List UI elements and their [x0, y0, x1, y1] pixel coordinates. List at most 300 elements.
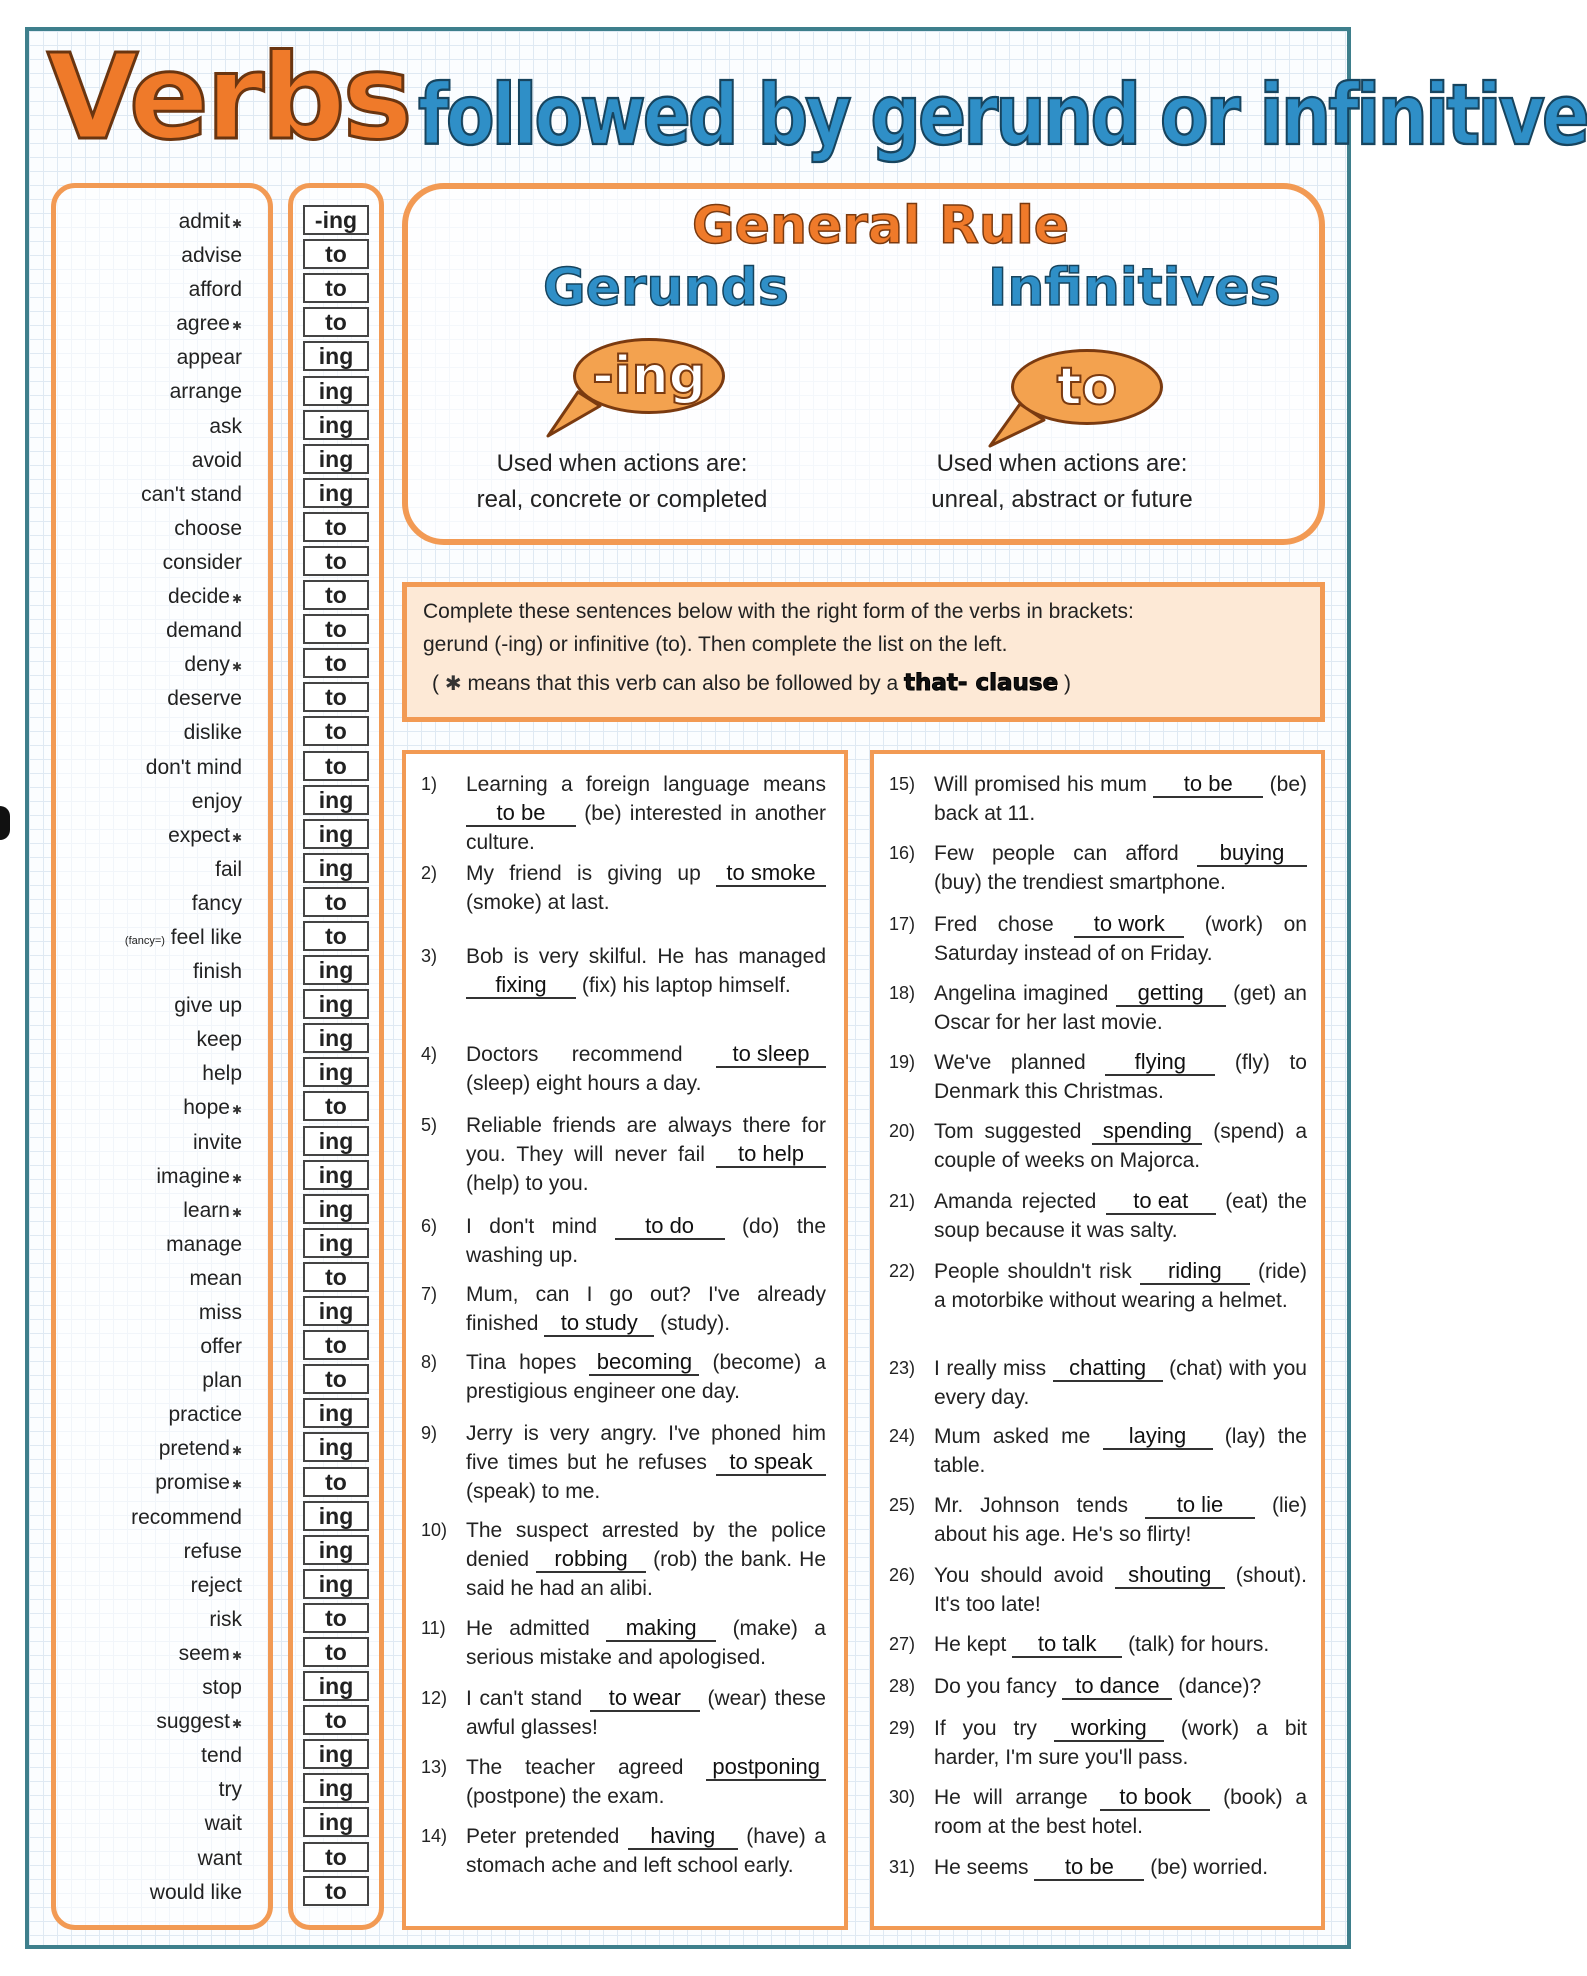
answer-blank[interactable]: to do — [615, 1214, 725, 1240]
exercise-sentence — [934, 1561, 1307, 1619]
answer-blank[interactable]: chatting — [1053, 1356, 1163, 1382]
answer-blank[interactable]: to eat — [1106, 1189, 1216, 1215]
answer-blank[interactable]: flying — [1105, 1050, 1215, 1076]
answer-list-item — [301, 544, 371, 578]
exercise-item — [421, 1212, 826, 1270]
answer-list-item — [301, 1362, 371, 1396]
answer-blank[interactable]: to lie — [1145, 1493, 1255, 1519]
exercise-sentence — [934, 1783, 1307, 1841]
answer-blank[interactable]: to book — [1100, 1785, 1210, 1811]
verb-list-item — [60, 444, 242, 478]
exercise-number: 13) — [421, 1757, 448, 1777]
answer-box[interactable]: ing — [303, 1671, 369, 1701]
answer-box[interactable]: ing — [303, 1501, 369, 1531]
answer-box[interactable]: ing — [303, 1807, 369, 1837]
answer-box[interactable]: to — [303, 239, 369, 269]
exercise-text-before: Tina hopes — [466, 1351, 577, 1374]
answer-box[interactable]: to — [303, 1876, 369, 1906]
exercise-item — [421, 1516, 826, 1603]
exercise-text-after: (lie) about his age. He's so flirty! — [934, 1494, 1307, 1546]
answer-box[interactable]: ing — [303, 1296, 369, 1326]
verb-list-item — [60, 648, 242, 682]
verb-list-item — [60, 716, 242, 750]
answer-box[interactable]: to — [303, 614, 369, 644]
verb-text: expect — [168, 823, 230, 847]
verb-list-item — [60, 785, 242, 819]
gerund-bubble-text: -ing — [592, 346, 706, 406]
answer-blank[interactable]: to sleep — [716, 1042, 826, 1068]
answer-box[interactable]: -ing — [303, 205, 369, 235]
answer-box[interactable]: to — [303, 716, 369, 746]
answer-blank[interactable]: to study — [544, 1311, 654, 1337]
verb-list-item — [60, 1296, 242, 1330]
exercise-item — [421, 1684, 826, 1742]
exercise-sentence — [934, 1672, 1307, 1701]
answer-list-item — [301, 203, 371, 237]
answer-box[interactable]: to — [303, 1330, 369, 1360]
answer-box[interactable]: ing — [303, 1398, 369, 1428]
exercise-sentence — [934, 1187, 1307, 1245]
exercise-text-after: (book) a room at the best hotel. — [934, 1786, 1308, 1838]
answer-list-item — [301, 1055, 371, 1089]
verb-text: keep — [196, 1028, 242, 1052]
instructions-line-1: Complete these sentences below with the right form of the verbs in brackets: — [423, 600, 1134, 623]
exercise-number: 18) — [889, 983, 916, 1003]
answer-box[interactable]: to — [303, 1637, 369, 1667]
answer-box[interactable]: to — [303, 307, 369, 337]
answer-blank[interactable]: to help — [716, 1142, 826, 1168]
answer-list-item — [301, 271, 371, 305]
exercise-text-before: Bob is very skilful. He has managed — [466, 945, 826, 968]
verb-list-item — [60, 1228, 242, 1262]
exercise-text-after: (ride) a motorbike without wearing a helmet. — [934, 1260, 1308, 1312]
answer-box[interactable]: ing — [303, 853, 369, 883]
infinitive-bubble-text: to — [1056, 357, 1118, 417]
exercise-sentence — [934, 1630, 1307, 1659]
star-icon: ✱ — [231, 830, 242, 845]
exercise-sentence — [466, 1614, 826, 1672]
exercise-item — [421, 1753, 826, 1811]
answer-list-item — [301, 1601, 371, 1635]
exercise-item — [889, 839, 1307, 897]
exercise-text-after: (talk) for hours. — [1128, 1633, 1270, 1656]
exercise-item — [889, 1853, 1307, 1882]
exercise-text-before: Mr. Johnson tends — [934, 1494, 1128, 1517]
exercise-text-after: (get) an Oscar for her last movie. — [934, 982, 1307, 1034]
answer-list-item — [301, 373, 371, 407]
exercise-sentence — [466, 942, 826, 1000]
exercise-number: 9) — [421, 1423, 438, 1443]
exercise-text-before: He will arrange — [934, 1786, 1088, 1809]
verb-list-item — [60, 1603, 242, 1637]
answer-box[interactable]: ing — [303, 1432, 369, 1462]
exercise-text-before: Mum, can I go out? I've already finished — [466, 1283, 826, 1335]
exercise-item — [889, 979, 1307, 1037]
exercise-sentence — [466, 1040, 826, 1098]
verb-text: invite — [192, 1130, 242, 1154]
star-icon: ✱ — [231, 1171, 242, 1186]
answer-box[interactable]: ing — [303, 1535, 369, 1565]
answer-list-item — [301, 919, 371, 953]
verb-list-item — [60, 1671, 242, 1705]
exercise-text-before: People shouldn't risk — [934, 1260, 1132, 1283]
exercise-number: 28) — [889, 1676, 916, 1696]
exercise-text-before: My friend is giving up — [466, 862, 701, 885]
exercise-item — [889, 1117, 1307, 1175]
answer-box[interactable]: to — [303, 512, 369, 542]
answer-box[interactable]: ing — [303, 1023, 369, 1053]
answer-blank[interactable]: fixing — [466, 973, 576, 999]
exercise-item — [421, 1348, 826, 1406]
exercise-sentence — [466, 1280, 826, 1338]
answer-box[interactable]: ing — [303, 1569, 369, 1599]
exercise-text-before: If you try — [934, 1717, 1037, 1740]
exercise-text-before: We've planned — [934, 1051, 1086, 1074]
verb-text: recommend — [131, 1505, 242, 1529]
answer-box[interactable]: to — [303, 1842, 369, 1872]
verb-list-item — [60, 1262, 242, 1296]
exercise-sentence — [466, 1516, 826, 1603]
star-icon: ✱ — [444, 673, 462, 695]
exercise-item — [421, 859, 826, 917]
verb-list-item — [60, 512, 242, 546]
answer-box[interactable]: to — [303, 887, 369, 917]
verb-text: mean — [189, 1266, 242, 1290]
title-main: Verbs — [47, 28, 410, 166]
exercise-sentence — [466, 770, 826, 857]
answer-list-item — [301, 339, 371, 373]
exercise-number: 11) — [421, 1618, 446, 1638]
verb-list-item — [60, 955, 242, 989]
exercise-text-after: (work) on Saturday instead of on Friday. — [934, 913, 1307, 965]
verb-text: want — [197, 1846, 242, 1870]
exercise-number: 17) — [889, 914, 916, 934]
exercise-text-before: He admitted — [466, 1617, 590, 1640]
exercise-sentence — [934, 770, 1307, 828]
verb-list-item — [60, 580, 242, 614]
verb-list-item — [60, 546, 242, 580]
exercise-text-before: Amanda rejected — [934, 1190, 1097, 1213]
exercise-text-before: Mum asked me — [934, 1425, 1091, 1448]
answer-list-item — [301, 408, 371, 442]
exercise-text-after: (wear) these awful glasses! — [466, 1687, 826, 1739]
verb-list-item — [60, 1432, 242, 1466]
answer-box[interactable]: to — [303, 1364, 369, 1394]
verb-list-item — [60, 989, 242, 1023]
verb-list-item — [60, 1091, 242, 1125]
answer-box[interactable]: ing — [303, 955, 369, 985]
answer-box[interactable]: ing — [303, 1057, 369, 1087]
answer-blank[interactable]: to smoke — [716, 861, 826, 887]
answer-box[interactable]: to — [303, 1603, 369, 1633]
answer-box[interactable]: ing — [303, 1126, 369, 1156]
answer-list-item — [301, 1499, 371, 1533]
exercise-text-before: I don't mind — [466, 1215, 598, 1238]
answer-box[interactable]: ing — [303, 376, 369, 406]
exercise-sentence — [466, 1348, 826, 1406]
gerund-rule-line-1: Used when actions are: — [496, 450, 748, 477]
star-icon: ✱ — [231, 1717, 242, 1732]
exercise-number: 3) — [421, 946, 438, 966]
exercise-item — [889, 1561, 1307, 1619]
answer-list-item — [301, 1874, 371, 1908]
exercise-number: 1) — [421, 774, 438, 794]
answer-list-item — [301, 1567, 371, 1601]
exercise-text-before: Reliable friends are always there for you. They will never fail — [466, 1114, 826, 1166]
verb-text: feel like — [170, 925, 242, 949]
answer-blank[interactable]: to be — [1034, 1855, 1144, 1881]
gerunds-heading: Gerunds — [543, 258, 789, 318]
exercise-text-after: (help) to you. — [466, 1172, 589, 1195]
exercise-item — [421, 1822, 826, 1880]
answer-blank[interactable]: to wear — [590, 1686, 700, 1712]
answer-box[interactable]: to — [303, 1091, 369, 1121]
exercise-sentence — [466, 859, 826, 917]
answer-blank[interactable]: postponing — [706, 1755, 826, 1781]
exercise-text-after: (dance)? — [1178, 1675, 1262, 1698]
answer-blank[interactable]: to work — [1074, 912, 1184, 938]
exercise-item — [421, 942, 826, 1000]
exercise-number: 12) — [421, 1688, 448, 1708]
verb-list-item — [60, 1773, 242, 1807]
verb-list-item — [60, 1705, 242, 1739]
exercise-sentence — [934, 839, 1307, 897]
star-icon: ✱ — [231, 1103, 242, 1118]
answer-list-item — [301, 476, 371, 510]
answer-list-item — [301, 1226, 371, 1260]
exercise-number: 2) — [421, 863, 438, 883]
instructions-line-2: gerund (-ing) or infinitive (to). Then complete the list on the left. — [423, 633, 1008, 656]
answer-box[interactable]: to — [303, 648, 369, 678]
verb-text: hope — [183, 1096, 230, 1120]
verb-text: consider — [162, 550, 242, 574]
exercise-number: 4) — [421, 1044, 438, 1064]
verb-list-item — [60, 1023, 242, 1057]
star-icon: ✱ — [231, 1444, 242, 1459]
verb-list-item — [60, 205, 242, 239]
infinitives-heading: Infinitives — [988, 258, 1281, 318]
answer-box[interactable]: to — [303, 273, 369, 303]
answer-blank[interactable]: getting — [1116, 981, 1226, 1007]
answer-list-item — [301, 1635, 371, 1669]
exercise-text-before: I can't stand — [466, 1687, 583, 1710]
exercise-text-after: (speak) to me. — [466, 1480, 601, 1503]
answer-list-item — [301, 749, 371, 783]
exercise-number: 5) — [421, 1115, 438, 1135]
verb-text: wait — [204, 1812, 242, 1836]
exercise-text-after: (make) a serious mistake and apologised. — [466, 1617, 826, 1669]
answer-blank[interactable]: making — [606, 1616, 716, 1642]
instructions-line-3 — [432, 670, 1071, 696]
answer-box[interactable]: ing — [303, 478, 369, 508]
answer-box[interactable]: to — [303, 1262, 369, 1292]
answer-list-item — [301, 851, 371, 885]
verb-list-item — [60, 1057, 242, 1091]
answer-blank[interactable]: to talk — [1012, 1632, 1122, 1658]
answer-box[interactable]: to — [303, 921, 369, 951]
infinitive-rule-line-1: Used when actions are: — [936, 450, 1188, 477]
answer-box[interactable]: ing — [303, 819, 369, 849]
exercise-text-before: Learning a foreign language means — [466, 773, 826, 796]
verb-text: pretend — [158, 1437, 230, 1461]
verb-list-item — [60, 1194, 242, 1228]
answer-box[interactable]: to — [303, 751, 369, 781]
answer-list-item — [301, 1737, 371, 1771]
exercise-number: 10) — [421, 1520, 448, 1540]
answer-list-item — [301, 1124, 371, 1158]
answer-box[interactable]: to — [303, 580, 369, 610]
answer-list-item — [301, 510, 371, 544]
answer-list-item — [301, 1192, 371, 1226]
verb-text: demand — [166, 619, 242, 643]
verb-text: ask — [209, 414, 242, 438]
answer-box[interactable]: ing — [303, 1228, 369, 1258]
answer-blank[interactable]: riding — [1140, 1259, 1250, 1285]
exercise-text-before: Do you fancy — [934, 1675, 1057, 1698]
answer-list-item — [301, 1464, 371, 1498]
answer-box[interactable]: ing — [303, 341, 369, 371]
verb-text: practice — [168, 1403, 242, 1427]
exercise-text-before: Angelina imagined — [934, 982, 1109, 1005]
answer-box[interactable]: ing — [303, 989, 369, 1019]
verb-list-item — [60, 1876, 242, 1910]
exercise-item — [889, 1672, 1307, 1701]
answer-blank[interactable]: to dance — [1062, 1674, 1172, 1700]
exercise-number: 26) — [889, 1565, 916, 1585]
exercise-number: 19) — [889, 1052, 916, 1072]
verb-text: reject — [190, 1573, 242, 1597]
star-icon: ✱ — [231, 217, 242, 231]
answer-list — [301, 203, 371, 1908]
exercise-sentence — [466, 1684, 826, 1742]
exercise-item — [889, 1491, 1307, 1549]
verb-text: would like — [149, 1880, 242, 1904]
answer-box[interactable]: to — [303, 1467, 369, 1497]
verb-text: arrange — [169, 380, 242, 404]
exercise-text-before: The teacher agreed — [466, 1756, 684, 1779]
answer-box[interactable]: ing — [303, 785, 369, 815]
verb-text: manage — [166, 1232, 242, 1256]
exercise-text-after: (be) back at 11. — [934, 773, 1307, 825]
answer-blank[interactable]: working — [1054, 1716, 1164, 1742]
answer-list-item — [301, 1805, 371, 1839]
verb-list-item — [60, 819, 242, 853]
exercise-text-before: Tom suggested — [934, 1120, 1082, 1143]
exercise-text-before: Peter pretended — [466, 1825, 620, 1848]
exercise-text-after: (spend) a couple of weeks on Majorca. — [934, 1120, 1308, 1172]
exercise-item — [889, 1783, 1307, 1841]
answer-list-item — [301, 1260, 371, 1294]
exercise-item — [421, 1419, 826, 1506]
verb-list-item — [60, 1842, 242, 1876]
exercise-sentence — [934, 1117, 1307, 1175]
exercise-sentence — [934, 979, 1307, 1037]
answer-list-item — [301, 1430, 371, 1464]
exercise-number: 15) — [889, 774, 916, 794]
verb-text: miss — [198, 1301, 242, 1324]
verb-list-item — [60, 1569, 242, 1603]
verb-list-item — [60, 1637, 242, 1671]
verb-list-item — [60, 1466, 242, 1500]
exercise-text-after: (shout). It's too late! — [934, 1564, 1307, 1616]
verb-list-item — [60, 307, 242, 341]
answer-box[interactable]: to — [303, 682, 369, 712]
answer-blank[interactable]: spending — [1092, 1119, 1202, 1145]
verb-list-item — [60, 853, 242, 887]
verb-text: choose — [174, 516, 242, 540]
answer-box[interactable]: ing — [303, 1160, 369, 1190]
answer-blank[interactable]: having — [628, 1824, 738, 1850]
answer-blank[interactable]: robbing — [536, 1547, 646, 1573]
exercise-text-after: (be) worried. — [1150, 1856, 1269, 1879]
exercise-number: 6) — [421, 1216, 438, 1236]
answer-box[interactable]: ing — [303, 1194, 369, 1224]
answer-blank[interactable]: to be — [466, 801, 576, 827]
star-icon: ✱ — [231, 592, 242, 607]
answer-blank[interactable]: to speak — [716, 1450, 826, 1476]
answer-box[interactable]: to — [303, 1705, 369, 1735]
answer-blank[interactable]: buying — [1197, 841, 1307, 867]
answer-list-item — [301, 680, 371, 714]
exercise-number: 22) — [889, 1261, 916, 1281]
verb-list-item — [60, 1160, 242, 1194]
answer-box[interactable]: to — [303, 546, 369, 576]
verb-list-item — [60, 478, 242, 512]
exercise-number: 27) — [889, 1634, 916, 1654]
exercise-text-before: I really miss — [934, 1357, 1047, 1380]
answer-blank[interactable]: becoming — [589, 1350, 699, 1376]
answer-blank[interactable]: laying — [1103, 1424, 1213, 1450]
answer-list-item — [301, 1703, 371, 1737]
verb-list-item — [60, 751, 242, 785]
exercise-number: 29) — [889, 1718, 916, 1738]
exercise-text-after: (lay) the table. — [934, 1425, 1307, 1477]
exercise-text-after: (rob) the bank. He said he had an alibi. — [466, 1548, 826, 1600]
exercise-text-after: (smoke) at last. — [466, 891, 610, 914]
exercise-text-after: (fix) his laptop himself. — [581, 974, 791, 997]
exercise-number: 25) — [889, 1495, 916, 1515]
answer-list-item — [301, 1294, 371, 1328]
exercise-text-after: (buy) the trendiest smartphone. — [934, 871, 1226, 894]
answer-box[interactable]: ing — [303, 410, 369, 440]
verb-list-item — [60, 1126, 242, 1160]
verb-text: dislike — [183, 721, 242, 745]
verb-text: promise — [155, 1471, 230, 1495]
verb-list-item — [60, 341, 242, 375]
verb-list-item — [60, 614, 242, 648]
verb-text: advise — [181, 244, 242, 268]
verb-list-item — [60, 887, 242, 921]
answer-blank[interactable]: to be — [1153, 772, 1263, 798]
answer-box[interactable]: ing — [303, 1773, 369, 1803]
verb-text: avoid — [191, 448, 242, 472]
answer-blank[interactable]: shouting — [1115, 1563, 1225, 1589]
verb-text: enjoy — [191, 789, 242, 813]
answer-box[interactable]: ing — [303, 444, 369, 474]
exercise-text-before: Doctors recommend — [466, 1043, 683, 1066]
star-icon: ✱ — [231, 1478, 242, 1493]
exercise-text-before: You should avoid — [934, 1564, 1104, 1587]
exercise-text-before: Jerry is very angry. I've phoned him five times but he refuses — [466, 1422, 826, 1474]
answer-box[interactable]: ing — [303, 1739, 369, 1769]
exercise-sentence — [466, 1212, 826, 1270]
verb-text: imagine — [156, 1164, 230, 1188]
exercise-text-before: He kept — [934, 1633, 1007, 1656]
verb-text: suggest — [156, 1710, 230, 1734]
exercise-sentence — [934, 1853, 1307, 1882]
exercise-sentence — [934, 910, 1307, 968]
verb-text: admit — [178, 210, 230, 233]
